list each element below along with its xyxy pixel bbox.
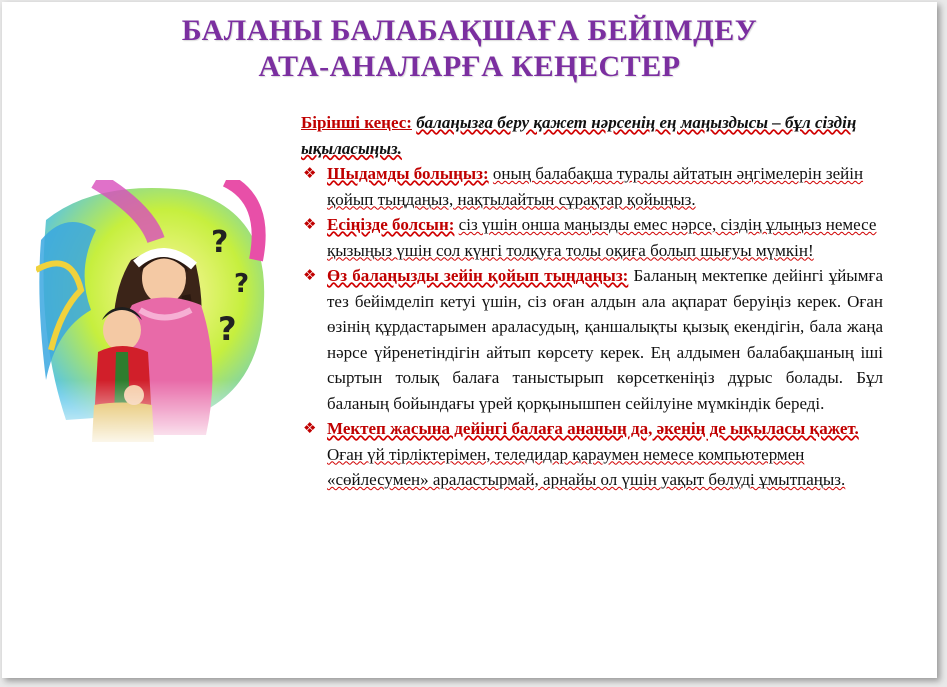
diamond-bullet-icon: ❖ — [303, 419, 317, 437]
tip-item — [301, 161, 883, 212]
intro-label: Бірінші кеңес: — [301, 113, 412, 132]
tip-item — [301, 416, 883, 493]
tip-title: Өз балаңызды зейін қойып тыңдаңыз: — [327, 266, 629, 285]
intro-text: балаңызға беру қажет нәрсенің ең маңыздысы – бұл сіздің ықыласыңыз. — [301, 113, 857, 158]
title-line-1: БАЛАНЫ БАЛАБАҚШАҒА БЕЙІМДЕУ — [181, 14, 758, 47]
tip-text: Баланың мектепке дейінгі ұйымға тез бейімделіп кетуі үшін, сіз оған алдын ала ақпарат беруіңіз керек. Оған өзінің құрдастарымен араласудың, қаншалықты қызық екендігін, бала жаңа нәрсе үйренетіндігін айтып көрсету керек. Ең алдымен балабақшаның іші сыртын толық балаға таныстырып көрсеткеніңіз дұрыс болады. Бұл баланың бойындағы үрей қорқынышпен сейілуіне мүмкіндік береді. — [327, 266, 883, 413]
svg-text:?: ? — [234, 269, 250, 299]
svg-text:?: ? — [211, 225, 229, 260]
diamond-bullet-icon: ❖ — [303, 215, 317, 233]
mother-child-illustration — [36, 180, 268, 450]
intro-paragraph — [301, 110, 883, 161]
tip-text: сіз үшін онша маңызды емес нәрсе, сіздің ұлыңыз немесе қызыңыз үшін сол күнгі толқуға толы оқиға болып шығуы мүмкін! — [327, 215, 877, 260]
tip-item — [301, 263, 883, 416]
slide — [2, 2, 937, 678]
diamond-bullet-icon: ❖ — [303, 266, 317, 284]
title-line-2: АТА-АНАЛАРҒА КЕҢЕСТЕР — [258, 50, 681, 83]
svg-text:?: ? — [218, 310, 237, 348]
tip-text: Оған үй тірліктерімен, теледидар қараумен немесе компьютермен «сөйлесумен» араластырмай, арнайы ол үшін уақыт бөлуді ұмытпаңыз. — [327, 444, 846, 489]
tip-item — [301, 212, 883, 263]
tips-list — [301, 161, 883, 493]
tip-text: оның балабақша туралы айтатын әңгімелерін зейін қойып тыңдаңыз, нақтылайтын сұрақтар қойыңыз. — [327, 164, 864, 209]
tip-title: Шыдамды болыңыз: — [327, 164, 489, 183]
diamond-bullet-icon: ❖ — [303, 164, 317, 182]
tip-title: Мектеп жасына дейінгі балаға ананың да, әкенің де ықыласы қажет. — [327, 419, 859, 438]
tip-title: Есіңізде болсын: — [327, 215, 455, 234]
advice-content — [301, 110, 883, 493]
